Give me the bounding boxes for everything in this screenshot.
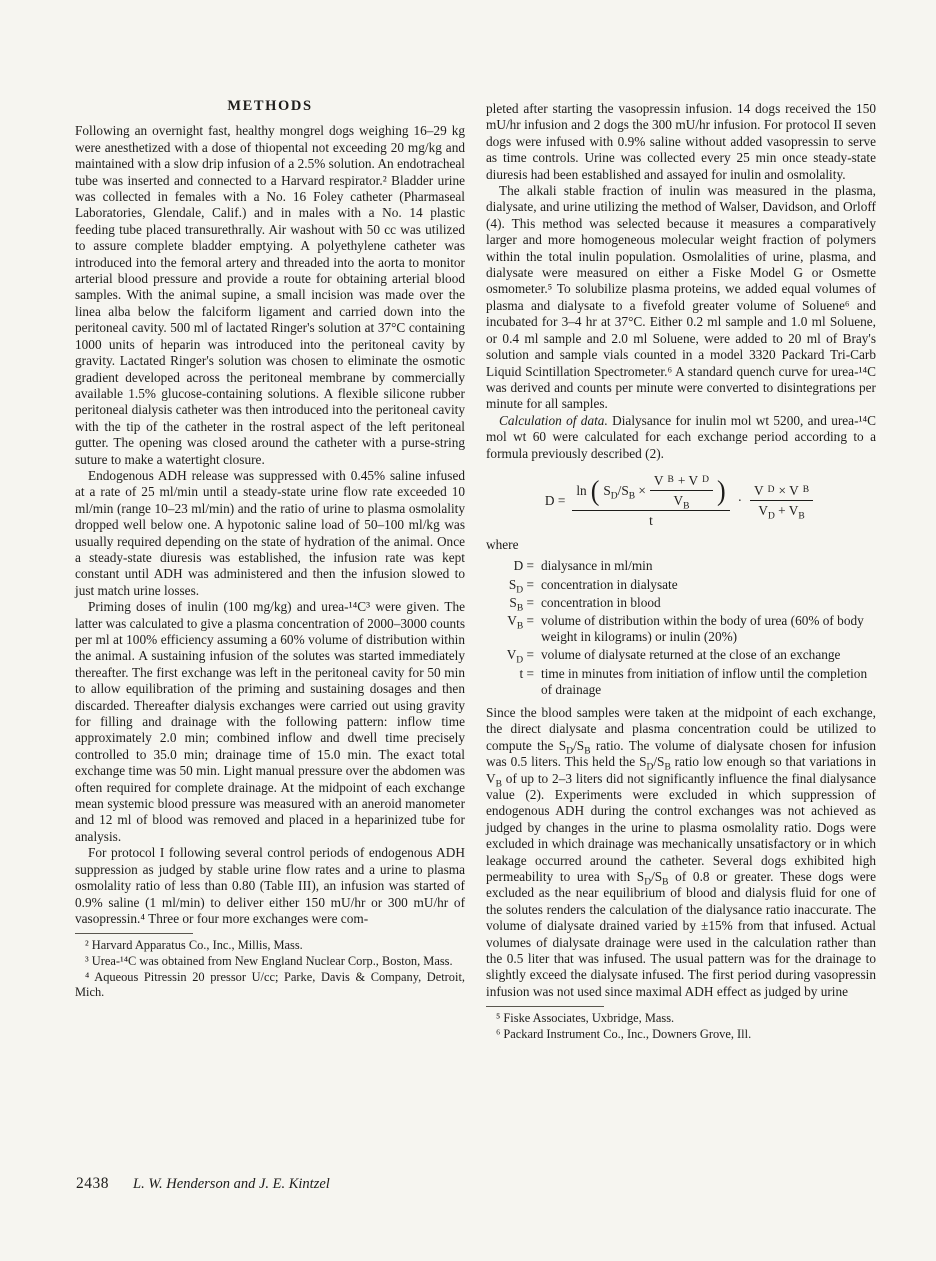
left-column	[75, 98, 465, 1001]
definition-row	[498, 647, 876, 667]
definition-text: dialysance in ml/min	[541, 558, 653, 574]
inner-denominator: $V_B$	[673, 492, 690, 512]
volume-numerator: V D × V B	[750, 483, 813, 501]
dialysance-formula	[486, 473, 872, 528]
main-numerator	[572, 473, 729, 511]
main-denominator: t	[649, 512, 653, 528]
ln-operator: ln	[576, 482, 587, 498]
definition-term: $S_B$ =	[509, 594, 534, 614]
volume-fraction	[750, 482, 813, 522]
definition-term: $S_D$ =	[508, 576, 534, 596]
where-label: where	[486, 536, 519, 552]
paragraph: Following an overnight fast, healthy mongrel dogs weighing 16–29 kg were anesthetized with a dose of thiopental not exceeding 20 mg/kg and maintained with a slow drip infusion of a 2.5% solution. An endotracheal tube was inserted and connected to a Harvard respirator.² Bladder urine was collected in females with a No. 16 Foley catheter (Pharmaseal Laboratories, Glendale, Calif.) and in males with a No. 14 plastic feeding tube placed transurethrally. Air washout with 50 cc was utilized to assure complete bladder emptying. A polyethylene catheter was introduced into the femoral artery and threaded into the aorta to monitor arterial blood pressure and provide a route for obtaining arterial blood samples. With the animal supine, a small incision was made over the linea alba below the falciform ligament and carried down into the peritoneal cavity. 500 ml of lactated Ringer's solution at 37°C containing 1000 units of heparin was introduced into the peritoneal cavity by gravity. Lactated Ringer's solution was chosen to eliminate the osmotic gradient developed across the peritoneal membrane by commercially available 1.5% glucose-containing solutions. A flexible silicone rubber peritoneal dialysis catheter was then introduced into the peritoneal cavity with the tip of the catheter in the rostral aspect of the left peritoneal gutter. The opening was closed around the catheter with a purse-string suture to make a watertight closure.	[75, 123, 465, 467]
definition-row	[498, 594, 876, 614]
open-paren: (	[590, 474, 600, 507]
page-number: 2438	[76, 1175, 109, 1192]
paragraph: Since the blood samples were taken at the midpoint of each exchange, the direct dialysate and plasma concentration could be utilized to compute the $S_D/S_B$ ratio. The volume of dialysate chosen for infusion was 0.5 liters. This held the $S_D/S_B$ ratio low enough so that variations in $V_B$ of up to 2–3 liters did not significantly influence the final dialysance value (2). Experiments were excluded in which suppression of endogenous ADH during the control exchanges was not achieved as judged by changes in the urine to plasma osmolality ratio. Dogs were excluded in which drainage was mechanically unsatisfactory or in which leakage occurred around the catheter. Several dogs exhibited high permeability to urea with $S_D/S_B$ of 0.8 or greater. These dogs were excluded as the near equilibrium of blood and dialysis fluid for one of the solutes renders the calculation of the dialysance ratio inaccurate. The volume of dialysate drained varied by ±15% from that infused. Actual volumes of dialysate drainage were used in the calculation rather than the 0.5 liter that was infused. The usual pattern was for the drainage to slightly exceed the dialysate infused. The first period during vasopressin infusion was not used since maximal ADH effect as judged by urine	[486, 704, 877, 999]
definition-row	[498, 558, 876, 574]
footnote: ⁵ Fiske Associates, Uxbridge, Mass.	[496, 1011, 675, 1026]
right-column	[486, 101, 876, 1042]
symbol-definitions	[498, 558, 876, 698]
definition-text: time in minutes from initiation of inflow until the completion of drainage	[541, 665, 868, 697]
footnote-separator-rule	[75, 933, 193, 934]
close-paren: )	[716, 474, 726, 507]
volume-denominator: $V_D + V_B$	[758, 502, 805, 522]
footnote-separator-rule	[486, 1006, 604, 1007]
page-footer	[76, 1175, 330, 1193]
definition-term: $V_D$ =	[506, 647, 534, 667]
definition-text: volume of dialysate returned at the close of an exchange	[541, 647, 841, 663]
inner-fraction	[650, 472, 713, 512]
calculation-text: Dialysance for inulin mol wt 5200, and urea-¹⁴C mol wt 60 were calculated for each exchange period according to a formula previously described (2).	[486, 412, 876, 461]
paragraph: For protocol I following several control periods of endogenous ADH suppression as judged by stable urine flow rates and a urine to plasma osmolality ratio of less than 0.80 (Table III), an infusion was started of 0.9% saline (1 ml/min) to deliver either 150 mU/hr or 300 mU/hr of vasopressin.⁴ Three or four more exchanges were com-	[75, 845, 465, 926]
paragraph: Endogenous ADH release was suppressed with 0.45% saline infused at a rate of 25 ml/min until a steady-state urine flow rate exceeded 10 ml/min (range 10–23 ml/min) and the ratio of urine to plasma osmolality dropped well below one. A hypotonic saline load of 50–100 ml/kg was usually required depending on the state of hydration of the animal. Once a steady-state diuresis was established, the infusion rate was kept constant until ADH was administered and then the infusion slowed to just match urine losses.	[75, 467, 465, 598]
definition-term: t =	[519, 665, 534, 681]
main-fraction	[572, 473, 729, 528]
multiplication-dot: ·	[737, 492, 743, 508]
formula-lhs: D =	[544, 492, 566, 508]
definition-text: volume of distribution within the body of urea (60% of body weight in kilograms) or inulin (20%)	[541, 612, 864, 645]
calculation-paragraph	[486, 413, 876, 462]
methods-heading: METHODS	[227, 98, 313, 114]
footnote: ² Harvard Apparatus Co., Inc., Millis, Mass.	[85, 938, 303, 953]
definition-term: D =	[513, 558, 534, 574]
definition-row	[498, 666, 876, 698]
paragraph: The alkali stable fraction of inulin was measured in the plasma, dialysate, and urine utilizing the method of Walser, Davidson, and Orloff (4). This method was selected because it measures a comparatively larger and more homogeneous molecular weight fraction of polymers within the total inulin population. Osmolalities of urine, plasma, and dialysate were measured on either a Fiske Model G or Osmette osmometer.⁵ To solubilize plasma proteins, we added equal volumes of plasma and dialysate to a fivefold greater volume of Soluene⁶ and incubated for 3–4 hr at 37°C. Either 0.2 ml sample and 1.0 ml Soluene, or 0.4 ml sample and 2.0 ml Soluene, were added to 20 ml of Bray's solution and sample vials counted in a model 3320 Packard Tri-Carb Liquid Scintillation Spectrometer.⁶ A standard quench curve for urea-¹⁴C was derived and counts per minute were converted to disintegrations per minute for all samples.	[486, 183, 876, 412]
footnote: ⁶ Packard Instrument Co., Inc., Downers Grove, Ill.	[496, 1026, 752, 1041]
definition-term: $V_B$ =	[507, 612, 534, 632]
definition-row	[498, 576, 876, 596]
definition-row	[498, 613, 876, 645]
running-authors: L. W. Henderson and J. E. Kintzel	[133, 1176, 330, 1192]
footnote: ⁴ Aqueous Pitressin 20 pressor U/cc; Parke, Davis & Company, Detroit, Mich.	[75, 969, 465, 1000]
paragraph: pleted after starting the vasopressin infusion. 14 dogs received the 150 mU/hr infusion and 2 dogs the 300 mU/hr infusion. For protocol II seven dogs were infused with 0.9% saline without added vasopressin to serve as time controls. Urine was collected every 25 min once steady-state diuresis had been established and assayed for inulin and osmolality.	[486, 101, 876, 182]
definition-text: concentration in dialysate	[541, 576, 678, 592]
concentration-ratio: $S_D/S_B$ ×	[603, 482, 646, 502]
paragraph: Priming doses of inulin (100 mg/kg) and urea-¹⁴C³ were given. The latter was calculated to give a plasma concentration of 2000–3000 counts per ml at 100% efficiency assuming a 60% volume of distribution within the animal. A sustaining infusion of the solutes was started immediately thereafter. The first exchange was left in the peritoneal cavity for 50 min to allow equilibration of the priming and sustaining dosages and then discarded. Thereafter dialysis exchanges were carried out using gravity for filling and drainage with the following pattern: inflow time approximately 2.0 min; combined inflow and dwell time precisely controlled to 35.0 min; drainage time of 15.0 min. The exact total exchange time was 50 min. Light manual pressure over the abdomen was often required for complete drainage. At the midpoint of each exchange mean systemic blood pressure was measured with an aneroid manometer and 12 ml of blood was removed and placed in a heparinized tube for analysis.	[75, 599, 465, 844]
footnote: ³ Urea-¹⁴C was obtained from New England Nuclear Corp., Boston, Mass.	[85, 953, 453, 968]
calculation-lead: Calculation of data.	[499, 412, 608, 428]
inner-numerator: V B + V D	[650, 473, 713, 491]
definition-text: concentration in blood	[541, 594, 661, 610]
